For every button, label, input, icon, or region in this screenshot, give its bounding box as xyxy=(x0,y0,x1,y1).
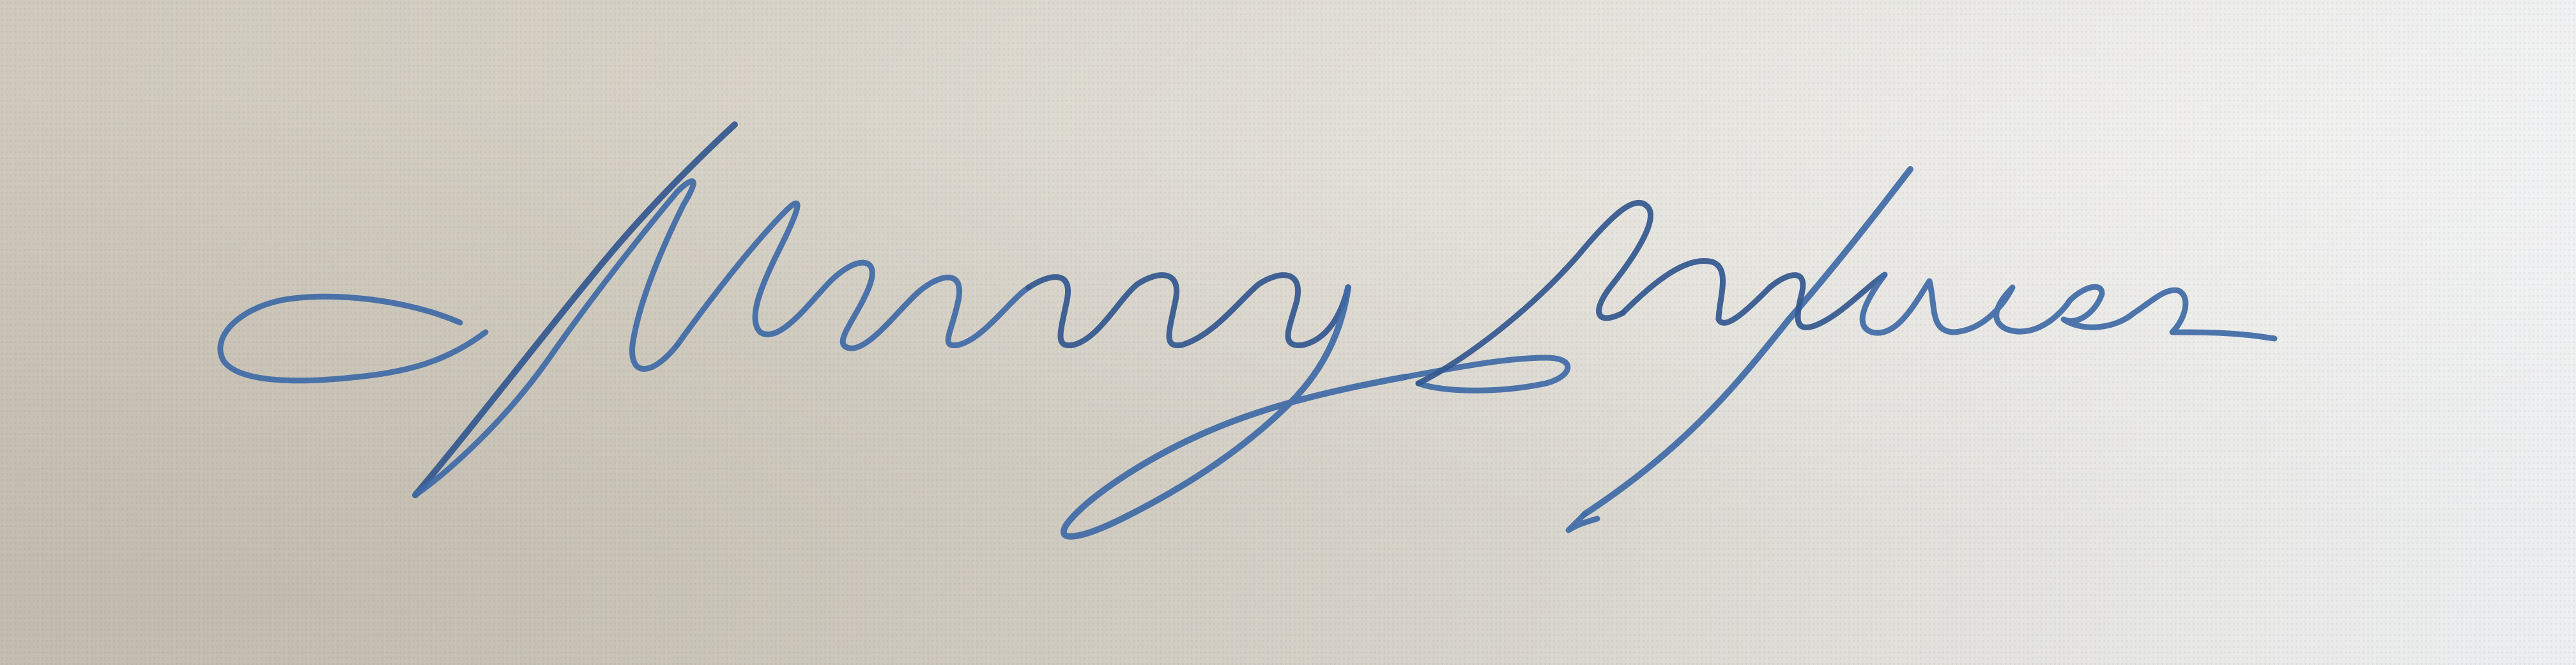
signature-last-name-letters xyxy=(1862,275,2274,339)
signature-bottom-tick xyxy=(1568,514,1597,530)
signature-strokes xyxy=(220,125,2274,537)
signature-middle-letters-2 xyxy=(1029,275,1348,346)
signature-middle-letters-1 xyxy=(677,203,1029,348)
signature-last-name-humps xyxy=(1623,261,1885,327)
signature-second-initial-stroke xyxy=(1584,169,1910,514)
signature-y-descender-loop xyxy=(1064,287,1406,537)
signature-initial-loop xyxy=(220,296,486,381)
